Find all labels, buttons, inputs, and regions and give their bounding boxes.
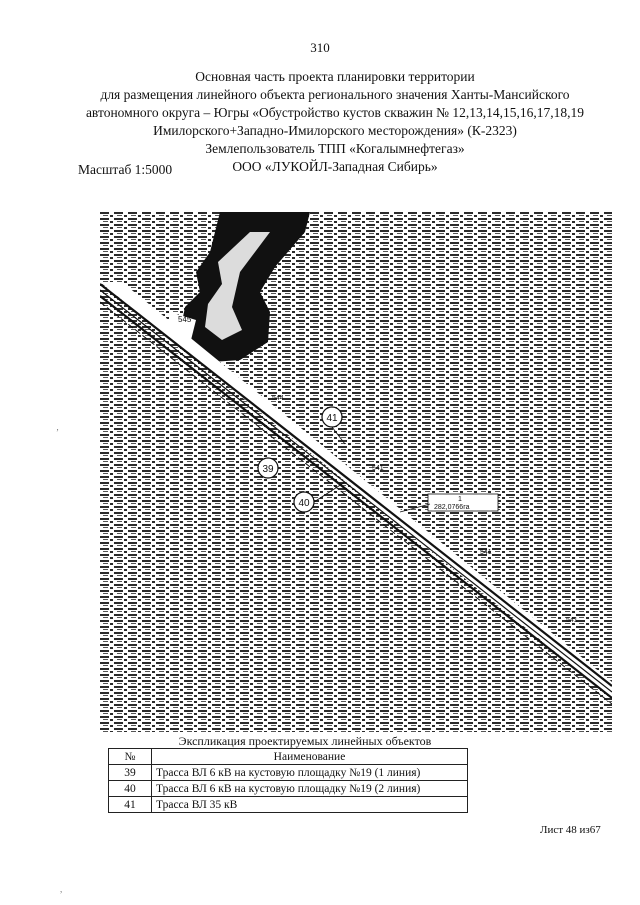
forest-hatch-area [100, 212, 612, 732]
legend-cell-name: Трасса ВЛ 6 кВ на кустовую площадку №19 (1 линия) [152, 765, 468, 781]
planning-map [100, 212, 612, 732]
table-row [109, 797, 468, 813]
route-marker-label: 39 [262, 464, 274, 475]
parcel-label: 541 [566, 617, 578, 624]
legend-header-row [109, 749, 468, 765]
sheet-total: 67 [589, 824, 601, 836]
page-number: 310 [310, 40, 330, 55]
legend-cell-name: Трасса ВЛ 6 кВ на кустовую площадку №19 (2 линия) [152, 781, 468, 797]
sheet-current: 48 [565, 824, 577, 836]
table-row [109, 781, 468, 797]
title-line: Землепользователь ТПП «Когалымнефтегаз» [205, 141, 465, 156]
route-marker-label: 41 [326, 413, 338, 424]
legend-cell-name: Трасса ВЛ 35 кВ [152, 797, 468, 813]
legend-header-num: № [109, 749, 152, 765]
title-line: автономного округа – Югры «Обустройство кустов скважин № 12,13,14,15,16,17,18,19 [85, 105, 585, 120]
title-line: Имилорского+Западно-Имилорского месторождения» (К-2323) [153, 123, 517, 138]
map-scale: Масштаб 1:5000 [78, 162, 173, 177]
title-line: ООО «ЛУКОЙЛ-Западная Сибирь» [232, 159, 438, 174]
document-title [40, 68, 630, 176]
table-row [109, 765, 468, 781]
scan-mark: , [60, 884, 63, 894]
legend-cell-num: 39 [109, 765, 152, 781]
parcel-label: 544 [272, 395, 284, 402]
parcel-label: 541 [372, 465, 384, 472]
sheet-of: из [579, 824, 590, 836]
legend-title: Экспликация проектируемых линейных объектов [178, 734, 432, 748]
scan-mark: ‚ [56, 422, 59, 432]
title-line: Основная часть проекта планировки территории [195, 69, 475, 84]
sheet-label: Лист [540, 824, 564, 836]
legend-cell-num: 41 [109, 797, 152, 813]
sheet-number [540, 824, 601, 836]
parcel-label: 541 [480, 549, 492, 556]
route-marker-label: 40 [298, 498, 310, 509]
legend-table [108, 748, 468, 813]
area-number: 1 [458, 496, 462, 503]
title-line: для размещения линейного объекта регионального значения Ханты-Мансийского [100, 87, 570, 102]
parcel-label: 545 [178, 315, 192, 324]
legend-cell-num: 40 [109, 781, 152, 797]
legend-header-name: Наименование [152, 749, 468, 765]
area-value: 282,0766га [434, 504, 470, 511]
